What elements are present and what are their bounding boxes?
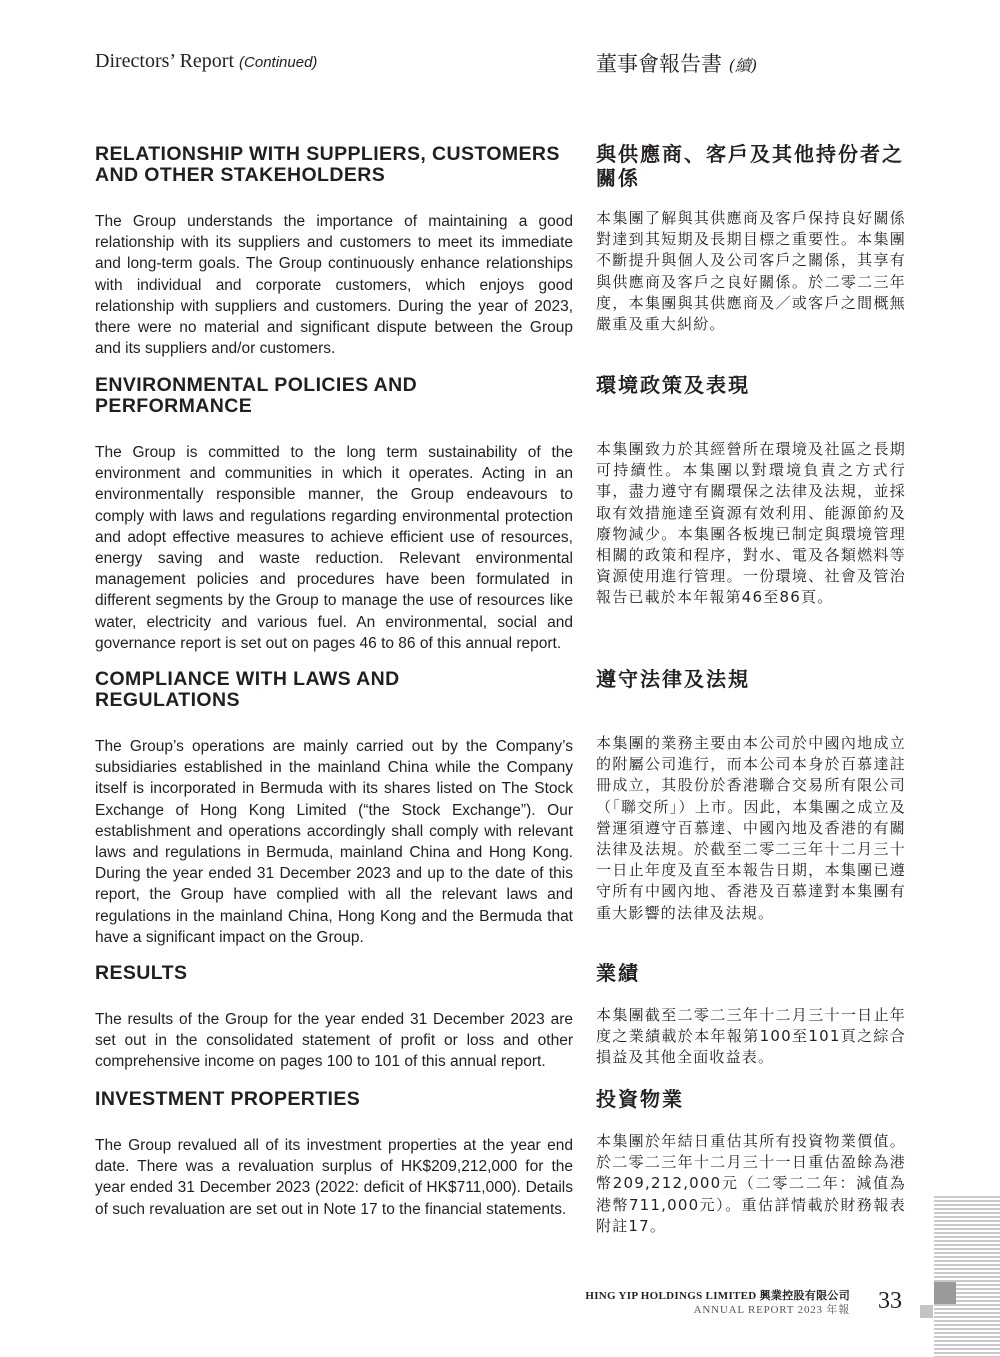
header-continued-zh: (續)	[728, 56, 758, 75]
section-body-en: The Group’s operations are mainly carried out by the Company’s subsidiaries established in the mainland China while the Company itself is incorporated in Bermuda with its shares listed on The Stock Exchange of Hong Kong Limited (“the Stock Exchange”). Our establishment and operations accordingly shall comply with relevant laws and regulations in Bermuda, mainland China and Hong Kong. During the year ended 31 December 2023 and up to the date of this report, the Group have complied with all the relevant laws and regulations in the mainland China, Hong Kong and the Bermuda that have a significant impact on the Group.	[95, 738, 573, 946]
section-body-zh: 本集團的業務主要由本公司於中國內地成立的附屬公司進行，而本公司本身於百慕達註冊成立，其股份於香港聯合交易所有限公司（「聯交所」）上市。因此，本集團之成立及營運須遵守百慕達、中國內地及香港的有關法律及法規。於截至二零二三年十二月三十一日止年度及直至本報告日期，本集團已遵守所有中國內地、香港及百慕達對本集團有重大影響的法律及法規。	[596, 734, 906, 922]
decorative-square	[934, 1282, 956, 1304]
footer-company-name: HING YIP HOLDINGS LIMITED 興業控股有限公司	[585, 1290, 850, 1302]
section-suppliers-en	[95, 144, 573, 359]
section-results-zh	[596, 961, 906, 1069]
section-heading-zh: 遵守法律及法規	[596, 667, 750, 691]
section-results-en	[95, 963, 573, 1073]
section-heading-zh: 業績	[596, 961, 640, 985]
section-compliance-en	[95, 669, 573, 948]
section-investment-en	[95, 1089, 573, 1220]
section-heading-en: ENVIRONMENTAL POLICIES AND PERFORMANCE	[95, 374, 418, 417]
section-environmental-en	[95, 375, 573, 654]
decorative-square-small	[920, 1305, 933, 1318]
header-continued-en: (Continued)	[239, 54, 318, 71]
section-body-zh: 本集團致力於其經營所在環境及社區之長期可持續性。本集團以對環境負責之方式行事，盡力遵守有關環保之法律及法規，並採取有效措施達至資源有效利用、能源節約及廢物減少。本集團各板塊已制定與環境管理相關的政策和程序，對水、電及各類燃料等資源使用進行管理。一份環境、社會及管治報告已載於本年報第46至86頁。	[596, 440, 906, 607]
section-investment-zh	[596, 1087, 906, 1237]
section-heading-en: RESULTS	[95, 962, 188, 984]
footer-report-title: ANNUAL REPORT 2023 年報	[693, 1304, 850, 1316]
section-heading-en: COMPLIANCE WITH LAWS AND REGULATIONS	[95, 668, 400, 711]
section-body-zh: 本集團了解與其供應商及客戶保持良好關係對達到其短期及長期目標之重要性。本集團不斷提升與個人及公司客戶之關係，其享有與供應商及客戶之良好關係。於二零二三年度，本集團與其供應商及／或客戶之間概無嚴重及重大糾紛。	[596, 209, 906, 334]
section-compliance-zh	[596, 667, 906, 924]
section-heading-en: RELATIONSHIP WITH SUPPLIERS, CUSTOMERS AND OTHER STAKEHOLDERS	[95, 143, 560, 186]
section-environmental-zh	[596, 373, 906, 609]
decorative-stripes	[934, 1196, 1000, 1357]
header-title-en: Directors’ Report	[95, 50, 235, 72]
section-heading-en: INVESTMENT PROPERTIES	[95, 1088, 361, 1110]
section-body-en: The Group understands the importance of maintaining a good relationship with its suppliers and customers to meet its immediate and long-term goals. The Group continuously enhance relationships with individual and corporate customers, which enjoys good relationship with suppliers and customers. During the year of 2023, there were no material and significant dispute between the Group and its suppliers and/or customers.	[95, 213, 573, 358]
section-heading-zh: 投資物業	[596, 1087, 684, 1111]
section-body-en: The results of the Group for the year ended 31 December 2023 are set out in the consolidated statement of profit or loss and other comprehensive income on pages 100 to 101 of this annual report.	[95, 1011, 573, 1071]
running-header-chinese	[596, 48, 757, 78]
section-body-en: The Group is committed to the long term sustainability of the environment and communities in which it operates. Acting in an environmentally responsible manner, the Group endeavours to comply with laws and regulations regarding environmental protection and adopt effective measures to achieve efficient use of resources, energy saving and waste reduction. Relevant environmental management policies and procedures have been formulated in different segments by the Group to manage the use of resources like water, electricity and various fuel. An environmental, social and governance report is set out on pages 46 to 86 of this annual report.	[95, 444, 573, 652]
section-heading-zh: 環境政策及表現	[596, 373, 750, 397]
header-title-zh: 董事會報告書	[596, 52, 722, 76]
section-body-zh: 本集團截至二零二三年十二月三十一日止年度之業績載於本年報第100至101頁之綜合損益及其他全面收益表。	[596, 1006, 906, 1067]
section-suppliers-zh	[596, 142, 906, 335]
page-number: 33	[878, 1288, 902, 1314]
section-heading-zh: 與供應商、客戶及其他持份者之關係	[596, 142, 904, 190]
running-header-english	[95, 50, 317, 73]
section-body-zh: 本集團於年結日重估其所有投資物業價值。於二零二三年十二月三十一日重估盈餘為港幣209,212,000元（二零二二年：減值為港幣711,000元）。重估詳情載於財務報表附註17。	[596, 1132, 906, 1235]
section-body-en: The Group revalued all of its investment properties at the year end date. There was a revaluation surplus of HK$209,212,000 for the year ended 31 December 2023 (2022: deficit of HK$711,000). Details of such revaluation are set out in Note 17 to the financial statements.	[95, 1137, 573, 1218]
